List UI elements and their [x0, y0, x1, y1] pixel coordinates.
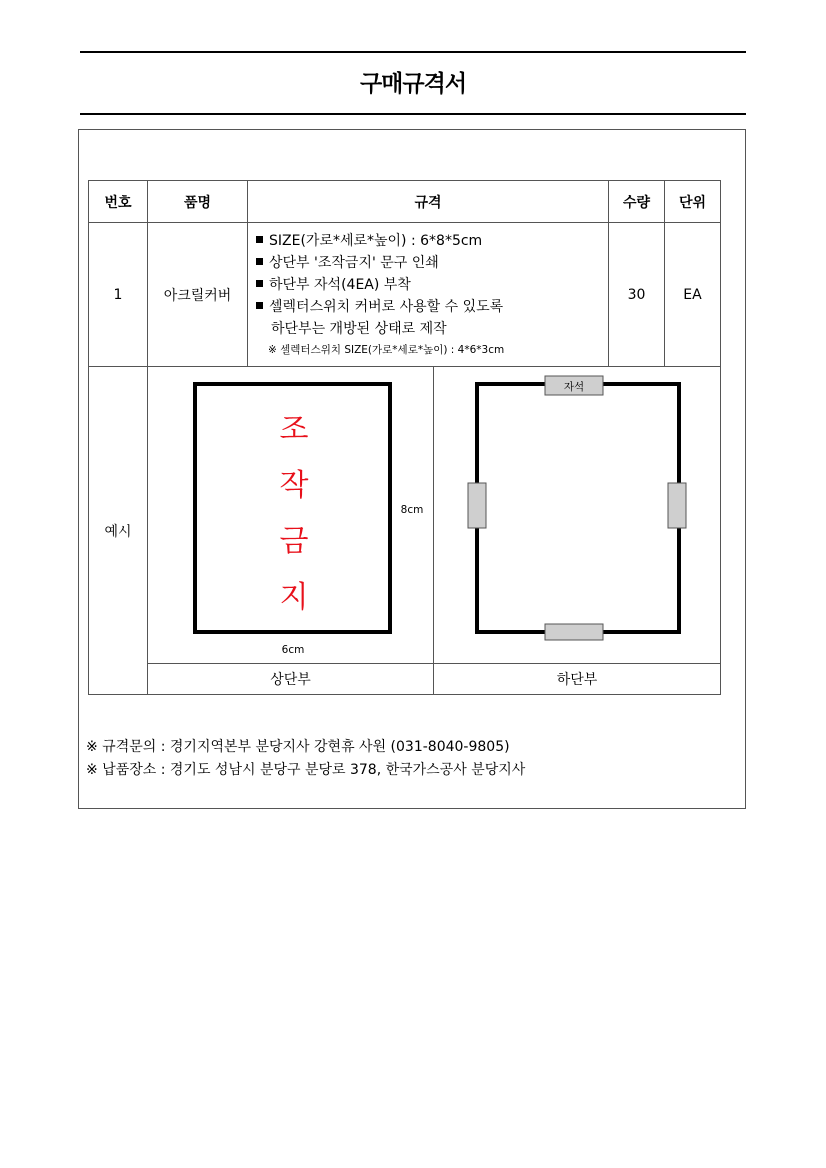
spec-line: 하단부 자석(4EA) 부착 — [256, 274, 608, 296]
magnet-left — [468, 483, 486, 528]
title-top-rule — [80, 51, 746, 53]
page-title: 구매규격서 — [359, 71, 467, 97]
bottom-view-diagram — [434, 367, 721, 663]
magnet-right — [668, 483, 686, 528]
magnet-bottom — [545, 624, 603, 640]
table-row — [89, 223, 721, 367]
caption-row — [89, 664, 721, 695]
example-row — [89, 367, 721, 664]
header-qty: 수량 — [609, 181, 665, 223]
bottom-view-cell — [434, 367, 721, 664]
spec-line: 상단부 '조작금지' 문구 인쇄 — [256, 252, 608, 274]
bottom-caption: 하단부 — [434, 664, 721, 695]
delivery-note: ※ 납품장소 : 경기도 성남시 분당구 분당로 378, 한국가스공사 분당지사 — [86, 762, 526, 778]
header-no: 번호 — [89, 181, 148, 223]
bottom-view-figure — [434, 367, 720, 663]
inquiry-note: ※ 규격문의 : 경기지역본부 분당지사 강현휴 사원 (031-8040-9805) — [86, 739, 510, 755]
spec-line: 셀렉터스위치 커버로 사용할 수 있도록 — [256, 296, 608, 318]
row-spec — [248, 223, 609, 367]
table-header-row — [89, 181, 721, 223]
magnet-label: 자석 — [563, 381, 585, 393]
warning-char: 조 — [279, 412, 309, 447]
height-label: 8cm — [400, 504, 424, 516]
row-unit: EA — [665, 223, 721, 367]
spec-note: ※ 셀렉터스위치 SIZE(가로*세로*높이) : 4*6*3cm — [268, 343, 505, 356]
title-bottom-rule — [80, 113, 746, 115]
row-item: 아크릴커버 — [148, 223, 248, 367]
top-view-figure — [148, 367, 433, 663]
example-label: 예시 — [89, 367, 148, 695]
top-caption: 상단부 — [148, 664, 434, 695]
spec-table — [88, 180, 721, 695]
warning-char: 작 — [279, 468, 309, 503]
row-qty: 30 — [609, 223, 665, 367]
row-no: 1 — [89, 223, 148, 367]
warning-char: 지 — [279, 580, 309, 615]
square-bullet-icon — [256, 236, 263, 243]
top-view-diagram — [148, 367, 433, 663]
spec-continuation: 하단부는 개방된 상태로 제작 — [271, 320, 447, 337]
header-item: 품명 — [148, 181, 248, 223]
spec-list — [256, 230, 608, 318]
footer-notes — [86, 736, 525, 782]
square-bullet-icon — [256, 258, 263, 265]
warning-char: 금 — [279, 524, 309, 559]
cover-outline — [477, 384, 679, 632]
width-label: 6cm — [281, 644, 305, 656]
top-view-cell — [148, 367, 434, 664]
header-unit: 단위 — [665, 181, 721, 223]
spec-line: SIZE(가로*세로*높이) : 6*8*5cm — [256, 230, 608, 252]
square-bullet-icon — [256, 302, 263, 309]
header-spec: 규격 — [248, 181, 609, 223]
square-bullet-icon — [256, 280, 263, 287]
